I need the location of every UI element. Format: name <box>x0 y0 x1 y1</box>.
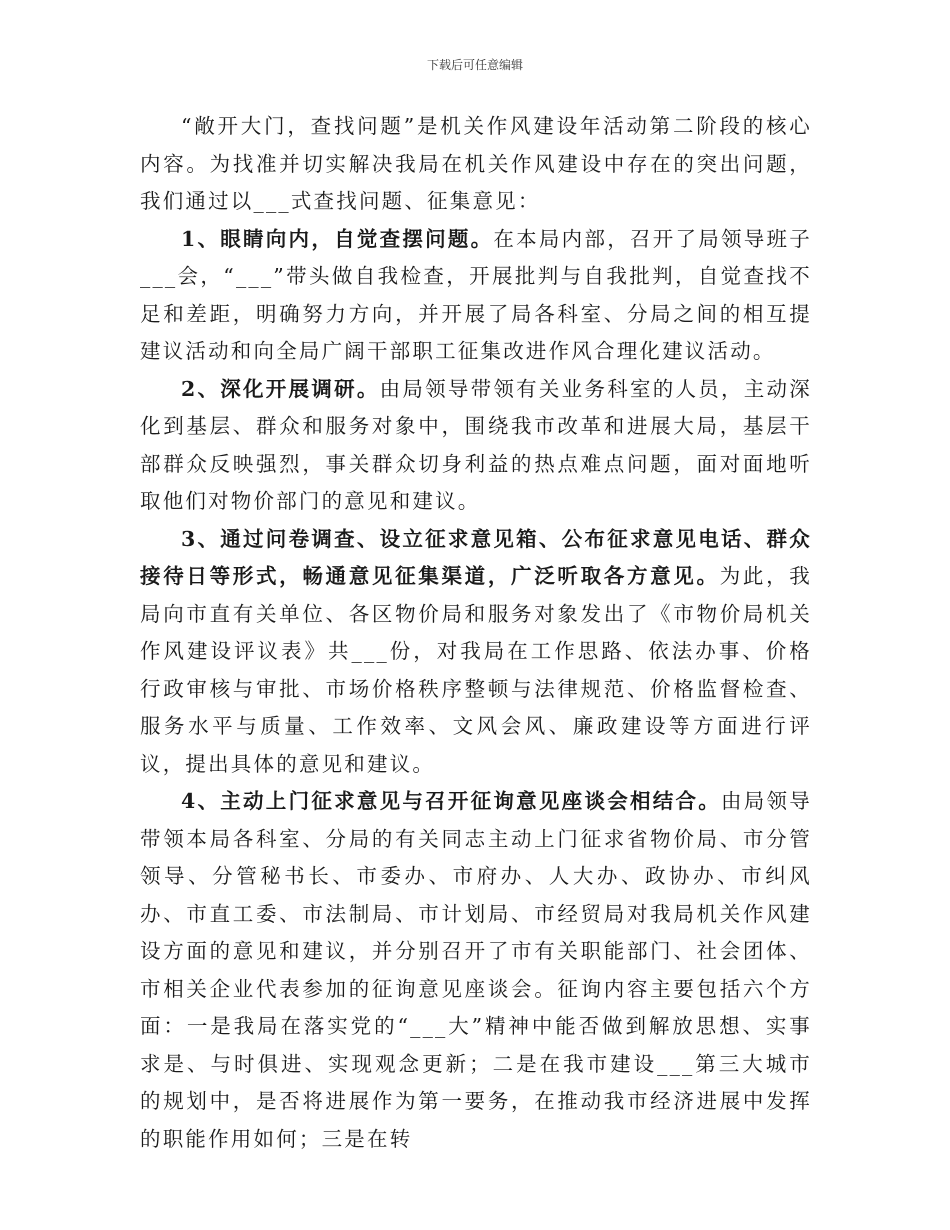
paragraph-heading: 3、通过问卷调查、设立征求意见箱、公布征求意见电话、群众接待日等形式，畅通意见征集渠道，广泛听取各方意见。 <box>140 526 812 588</box>
paragraph-heading: 1、眼睛向内，自觉查摆问题。 <box>181 226 494 251</box>
paragraph-intro <box>140 108 812 221</box>
paragraph-item-1 <box>140 221 812 371</box>
paragraph-item-2 <box>140 371 812 521</box>
paragraph-text: 在本局内部，召开了局领导班子___会，“___”带头做自我检查，开展批判与自我批判，自觉查找不足和差距，明确努力方向，并开展了局各科室、分局之间的相互提建议活动和向全局广阔干部职工征集改进作风合理化建议活动。 <box>140 226 812 363</box>
paragraph-heading: 2、深化开展调研。 <box>181 376 380 401</box>
paragraph-text: 由局领导带领有关业务科室的人员，主动深化到基层、群众和服务对象中，围绕我市改革和进展大局，基层干部群众反映强烈，事关群众切身利益的热点难点问题，面对面地听取他们对物价部门的意见和建议。 <box>140 376 812 513</box>
paragraph-text: 由局领导带领本局各科室、分局的有关同志主动上门征求省物价局、市分管领导、分管秘书长、市委办、市府办、人大办、政协办、市纠风办、市直工委、市法制局、市计划局、市经贸局对我局机关作风建设方面的意见和建议，并分别召开了市有关职能部门、社会团体、市相关企业代表参加的征询意见座谈会。征询内容主要包括六个方面：一是我局在落实党的“___大”精神中能否做到解放思想、实事求是、与时俱进、实现观念更新；二是在我市建设___第三大城市的规划中，是否将进展作为第一要务，在推动我市经济进展中发挥的职能作用如何；三是在转 <box>140 789 812 1151</box>
document-body <box>140 108 812 1158</box>
paragraph-item-4 <box>140 783 812 1158</box>
paragraph-text: 为此，我局向市直有关单位、各区物价局和服务对象发出了《市物价局机关作风建设评议表》共___份，对我局在工作思路、依法办事、价格行政审核与审批、市场价格秩序整顿与法律规范、价格监督检查、服务水平与质量、工作效率、文风会风、廉政建设等方面进行评议，提出具体的意见和建议。 <box>140 564 813 776</box>
page-header: 下载后可任意编辑 <box>426 58 523 72</box>
paragraph-item-3 <box>140 521 812 784</box>
paragraph-text: “敞开大门，查找问题”是机关作风建设年活动第二阶段的核心内容。为找准并切实解决我局在机关作风建设中存在的突出问题，我们通过以___式查找问题、征集意见： <box>140 114 812 213</box>
paragraph-heading: 4、主动上门征求意见与召开征询意见座谈会相结合。 <box>181 789 722 813</box>
